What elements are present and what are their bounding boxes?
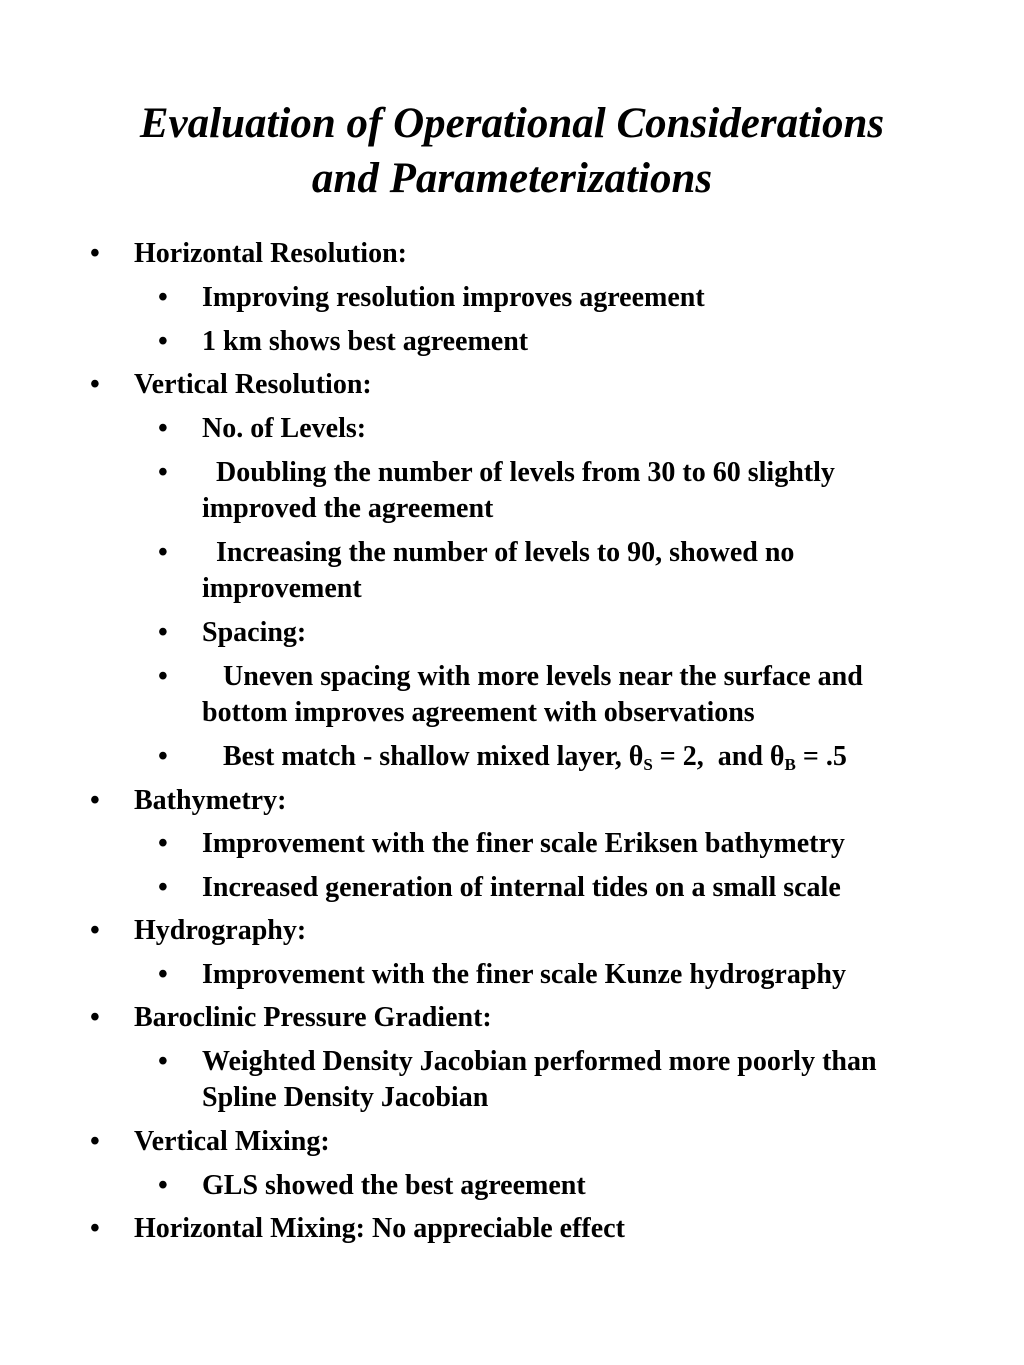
title-line-1: Evaluation of Operational Considerations [139, 100, 885, 147]
list-item-horizontal-resolution: Horizontal Resolution: [134, 238, 407, 269]
sub-item: Increasing the number of levels to 90, showed no [202, 537, 795, 568]
bullet-marker: • [90, 785, 100, 816]
best-match-text-end: = .5 [795, 741, 847, 772]
sub-item-best-match [202, 739, 847, 775]
bullet-marker: • [90, 915, 100, 946]
bullet-marker: • [158, 413, 168, 444]
sub-item: Increased generation of internal tides on a small scale [202, 872, 841, 903]
bullet-marker: • [158, 1046, 168, 1077]
bullet-marker: • [90, 1213, 100, 1244]
bullet-marker: • [158, 828, 168, 859]
sub-item: Spacing: [202, 617, 307, 648]
list-item-baroclinic: Baroclinic Pressure Gradient: [134, 1002, 492, 1033]
theta-s-subscript: S [643, 755, 653, 774]
sub-item: Improvement with the finer scale Kunze hydrography [202, 959, 846, 990]
bullet-marker: • [90, 369, 100, 400]
page-title [0, 96, 1024, 206]
bullet-marker: • [90, 1126, 100, 1157]
sub-item: 1 km shows best agreement [202, 326, 529, 357]
bullet-marker: • [158, 872, 168, 903]
sub-item: Doubling the number of levels from 30 to 60 slightly [202, 457, 835, 488]
list-item-bathymetry: Bathymetry: [134, 785, 287, 816]
bullet-marker: • [158, 959, 168, 990]
bullet-marker: • [158, 457, 168, 488]
list-item-vertical-resolution: Vertical Resolution: [134, 369, 372, 400]
sub-item: GLS showed the best agreement [202, 1170, 586, 1201]
sub-item-continuation: improved the agreement [202, 493, 494, 524]
bullet-marker: • [158, 1170, 168, 1201]
sub-item: No. of Levels: [202, 413, 367, 444]
title-line-2: and Parameterizations [311, 155, 713, 202]
theta-b-subscript: B [784, 755, 796, 774]
bullet-marker: • [90, 1002, 100, 1033]
bullet-marker: • [90, 238, 100, 269]
bullet-marker: • [158, 741, 168, 772]
sub-item: Improvement with the finer scale Eriksen bathymetry [202, 828, 845, 859]
sub-item: Improving resolution improves agreement [202, 282, 705, 313]
sub-item: Uneven spacing with more levels near the surface and [202, 661, 863, 692]
sub-item-continuation: improvement [202, 573, 362, 604]
best-match-text: Best match - shallow mixed layer, θ [202, 741, 644, 772]
bullet-marker: • [158, 661, 168, 692]
sub-item: Weighted Density Jacobian performed more poorly than [202, 1046, 877, 1077]
sub-item-continuation: bottom improves agreement with observations [202, 697, 755, 728]
best-match-text-mid: = 2, and θ [652, 741, 785, 772]
bullet-marker: • [158, 326, 168, 357]
list-item-vertical-mixing: Vertical Mixing: [134, 1126, 330, 1157]
list-item-horizontal-mixing: Horizontal Mixing: No appreciable effect [134, 1213, 625, 1244]
bullet-marker: • [158, 617, 168, 648]
bullet-marker: • [158, 537, 168, 568]
sub-item-continuation: Spline Density Jacobian [202, 1082, 489, 1113]
bullet-marker: • [158, 282, 168, 313]
list-item-hydrography: Hydrography: [134, 915, 307, 946]
